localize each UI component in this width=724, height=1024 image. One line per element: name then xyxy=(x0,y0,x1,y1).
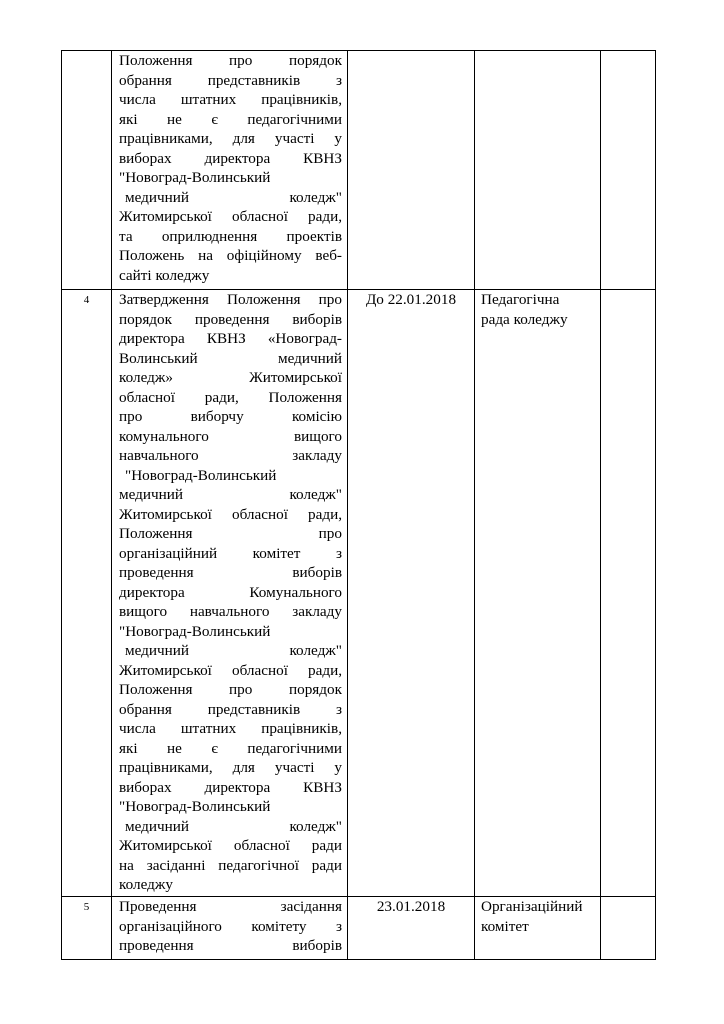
description-line: Положення про порядок xyxy=(119,681,342,698)
row-notes-cell xyxy=(601,290,656,897)
description-line: Положення про xyxy=(119,525,342,542)
description-line: Житомирської обласної ради xyxy=(119,837,342,854)
description-line: "Новоград-Волинський xyxy=(125,466,277,484)
table-row xyxy=(62,897,656,960)
description-line: Житомирської обласної ради, xyxy=(119,505,342,523)
responsible-line: Педагогічна xyxy=(481,291,560,308)
description-line: обрання представників з xyxy=(119,700,342,718)
table-row xyxy=(62,51,656,290)
description-line: виборах директора КВНЗ xyxy=(119,778,342,796)
table-row xyxy=(62,290,656,897)
description-line: та оприлюднення проектів xyxy=(119,227,342,245)
row-notes-cell xyxy=(601,897,656,960)
responsible-line: комітет xyxy=(481,917,529,935)
row-responsible-cell xyxy=(475,51,601,290)
description-line: Волинський медичний xyxy=(119,349,342,367)
description-line: які не є педагогічними xyxy=(119,110,342,128)
description-line: організаційний комітет з xyxy=(119,544,342,562)
row-deadline-cell: 23.01.2018 xyxy=(348,897,475,960)
description-line: директора КВНЗ «Новоград- xyxy=(119,330,342,347)
description-line: числа штатних працівників, xyxy=(119,91,342,108)
description-line: комунального вищого xyxy=(119,427,342,445)
description-line: "Новоград-Волинський xyxy=(119,798,271,815)
description-line: працівниками, для участі у xyxy=(119,759,342,776)
description-line: проведення виборів xyxy=(119,564,342,581)
description-line: числа штатних працівників, xyxy=(119,720,342,737)
responsible-line: Організаційний xyxy=(481,898,583,915)
description-line: обрання представників з xyxy=(119,71,342,89)
description-line: Житомирської обласної ради, xyxy=(119,208,342,225)
description-line: порядок проведення виборів xyxy=(119,310,342,328)
description-line: "Новоград-Волинський xyxy=(119,622,271,640)
description-line: обласної ради, Положення xyxy=(119,388,342,406)
description-line: організаційного комітету з xyxy=(119,917,342,935)
description-line: працівниками, для участі у xyxy=(119,130,342,147)
description-line: Затвердження Положення про xyxy=(119,291,342,308)
responsible-line: рада коледжу xyxy=(481,310,568,328)
row-deadline-cell: До 22.01.2018 xyxy=(348,290,475,897)
description-line: проведення виборів xyxy=(119,937,342,954)
description-line: виборах директора КВНЗ xyxy=(119,149,342,167)
description-line: сайті коледжу xyxy=(119,266,210,284)
description-line: навчального закладу xyxy=(119,447,342,464)
row-notes-cell xyxy=(601,51,656,290)
description-line: вищого навчального закладу xyxy=(119,603,342,620)
row-responsible-cell xyxy=(475,897,601,960)
description-line: директора Комунального xyxy=(119,583,342,601)
description-line: медичний коледж" xyxy=(125,188,342,206)
description-line: про виборчу комісію xyxy=(119,408,342,425)
row-description-cell xyxy=(112,290,348,897)
description-line: медичний коледж" xyxy=(119,486,342,503)
description-line: медичний коледж" xyxy=(125,642,342,659)
description-line: коледж» Житомирської xyxy=(119,369,342,386)
description-line: "Новоград-Волинський xyxy=(119,169,271,186)
row-deadline-cell xyxy=(348,51,475,290)
row-number-cell: 4 xyxy=(62,290,112,897)
row-description-cell xyxy=(112,51,348,290)
row-number-cell xyxy=(62,51,112,290)
row-responsible-cell xyxy=(475,290,601,897)
row-description-cell xyxy=(112,897,348,960)
description-line: медичний коледж" xyxy=(125,817,342,835)
schedule-table xyxy=(61,50,656,960)
description-line: Житомирської обласної ради, xyxy=(119,661,342,679)
description-line: Проведення засідання xyxy=(119,898,342,915)
description-line: Положення про порядок xyxy=(119,52,342,69)
description-line: які не є педагогічними xyxy=(119,739,342,757)
description-line: Положень на офіційному веб- xyxy=(119,247,342,264)
description-line: коледжу xyxy=(119,876,173,893)
row-number-cell: 5 xyxy=(62,897,112,960)
description-line: на засіданні педагогічної ради xyxy=(119,856,342,874)
